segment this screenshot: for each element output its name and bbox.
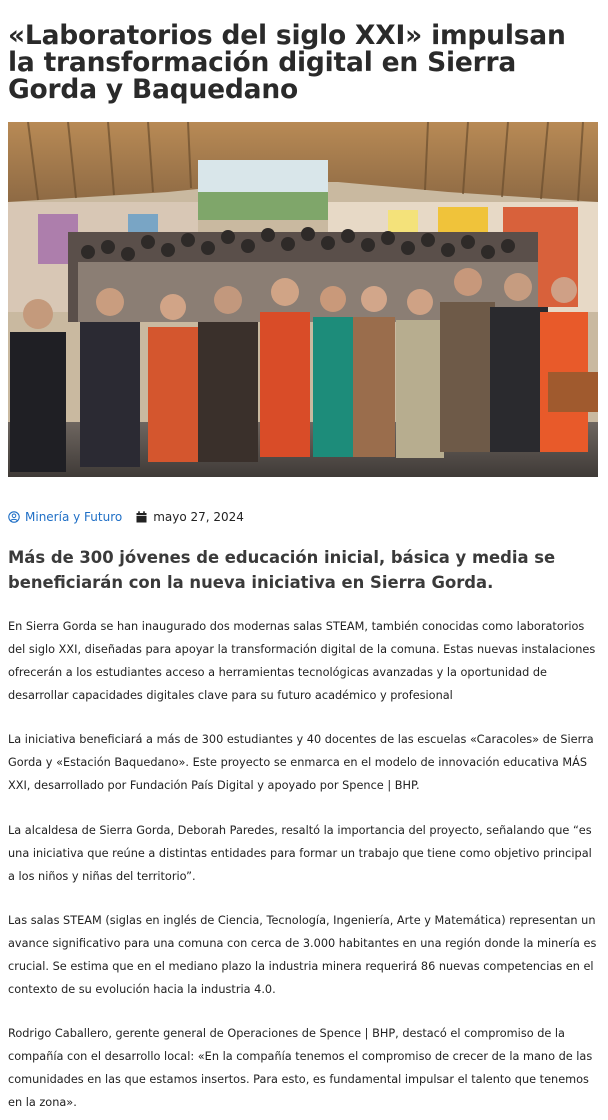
article-paragraph-4: Las salas STEAM (siglas en inglés de Ciencia, Tecnología, Ingeniería, Arte y Matemática) representan un avance significativo para una comuna con cerca de 3.000 habitantes en una región donde la minería es crucial. Se estima que en el mediano plazo la industria minera requerirá 86 nuevas competencias en el contexto de su evolución hacia la industria 4.0. <box>8 914 597 996</box>
article-lead: Más de 300 jóvenes de educación inicial, básica y media se beneficiarán con la nueva iniciativa en Sierra Gorda. <box>8 548 556 592</box>
calendar-icon <box>136 511 147 523</box>
category-label[interactable]: Minería y Futuro <box>25 510 123 524</box>
category-link[interactable] <box>8 510 122 524</box>
article-title: «Laboratorios del siglo XXI» impulsan la transformación digital en Sierra Gorda y Baquedano <box>8 20 566 105</box>
article-hero-image <box>8 122 598 477</box>
user-circle-icon <box>8 511 20 523</box>
publish-date <box>136 510 244 524</box>
article-paragraph-1: En Sierra Gorda se han inaugurado dos modernas salas STEAM, también conocidas como laboratorios del siglo XXI, diseñadas para apoyar la transformación digital de la comuna. Estas nuevas instalaciones ofrecerán a los estudiantes acceso a herramientas tecnológicas avanzadas y la oportunidad de desarrollar capacidades digitales clave para su futuro académico y profesional <box>8 620 596 702</box>
article-meta <box>8 508 244 526</box>
article-paragraph-3: La alcaldesa de Sierra Gorda, Deborah Paredes, resaltó la importancia del proyecto, señalando que “es una iniciativa que reúne a distintas entidades para formar un trabajo que tiene como objetivo principal a los niños y niñas del territorio”. <box>8 824 592 883</box>
article-paragraph-5: Rodrigo Caballero, gerente general de Operaciones de Spence | BHP, destacó el compromiso de la compañía con el desarrollo local: «En la compañía tenemos el compromiso de crecer de la mano de las comunidades en las que estamos insertos. Para esto, es fundamental impulsar el talento que tenemos en la zona». <box>8 1027 593 1109</box>
hero-photo <box>8 122 598 477</box>
article-paragraph-2: La iniciativa beneficiará a más de 300 estudiantes y 40 docentes de las escuelas «Caracoles» de Sierra Gorda y «Estación Baquedano». Este proyecto se enmarca en el modelo de innovación educativa MÁS XXI, desarrollado por Fundación País Digital y apoyado por Spence | BHP. <box>8 733 594 792</box>
date-label: mayo 27, 2024 <box>153 510 244 524</box>
